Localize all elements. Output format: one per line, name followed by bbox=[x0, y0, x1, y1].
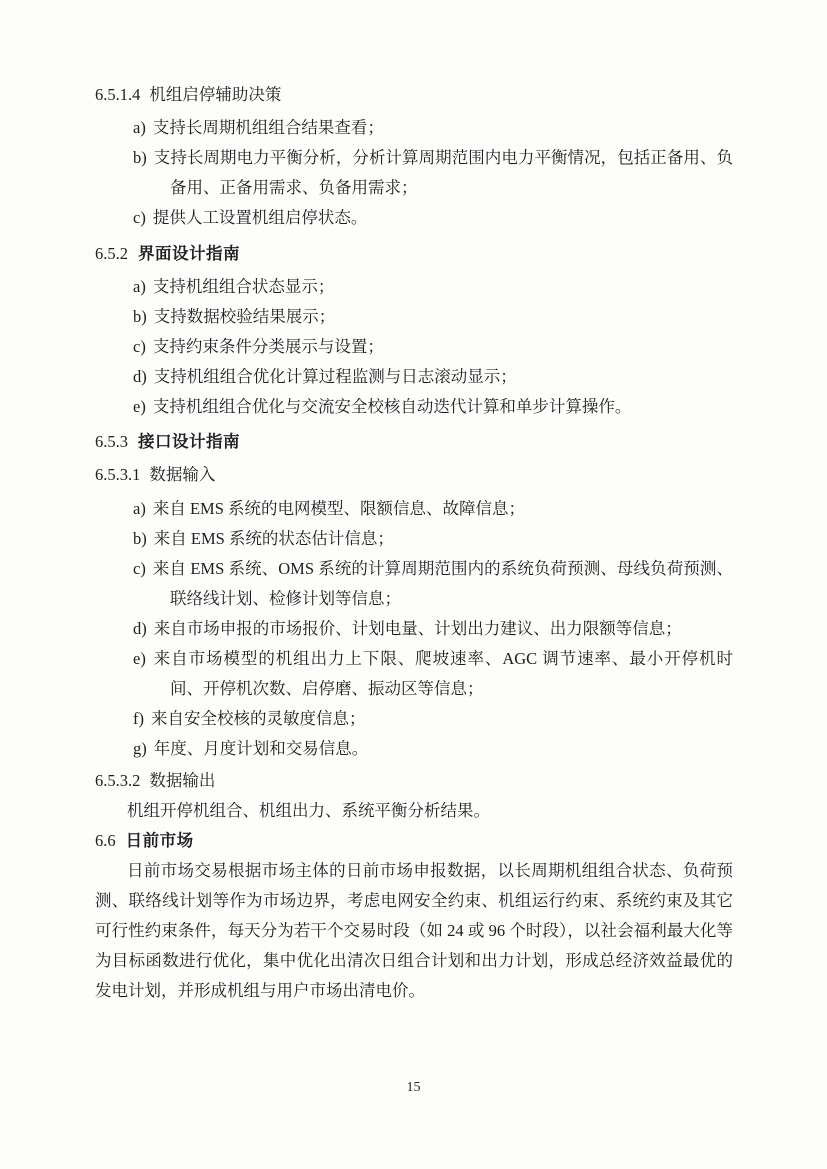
list-text: 来自市场模型的机组出力上下限、爬坡速率、AGC 调节速率、最小开停机时间、开停机次数、启停磨、振动区等信息； bbox=[152, 649, 733, 698]
heading-title: 数据输出 bbox=[149, 771, 216, 790]
list-marker: f) bbox=[133, 709, 144, 728]
list-text: 来自 EMS 系统的状态估计信息； bbox=[153, 529, 394, 548]
list-text: 提供人工设置机组启停状态。 bbox=[152, 208, 368, 227]
list-text: 来自 EMS 系统的电网模型、限额信息、故障信息； bbox=[152, 499, 526, 518]
list-item bbox=[95, 113, 733, 143]
list-text: 来自市场申报的市场报价、计划电量、计划出力建议、出力限额等信息； bbox=[153, 619, 682, 638]
list-text: 支持长周期机组组合结果查看； bbox=[152, 118, 384, 137]
list-6-5-2 bbox=[95, 272, 733, 422]
list-text: 来自 EMS 系统、OMS 系统的计算周期范围内的系统负荷预测、母线负荷预测、联络线计划、检修计划等信息； bbox=[152, 559, 733, 608]
list-marker: a) bbox=[133, 499, 146, 518]
heading-number: 6.5.3.2 bbox=[95, 771, 141, 790]
list-marker: d) bbox=[133, 619, 147, 638]
heading-6-5-2 bbox=[95, 239, 733, 269]
list-marker: b) bbox=[133, 148, 147, 167]
list-text: 支持机组组合优化与交流安全校核自动迭代计算和单步计算操作。 bbox=[152, 397, 632, 416]
list-marker: e) bbox=[133, 397, 146, 416]
heading-title: 机组启停辅助决策 bbox=[149, 85, 282, 104]
heading-number: 6.5.2 bbox=[95, 244, 128, 263]
list-text: 支持数据校验结果展示； bbox=[153, 307, 336, 326]
list-text: 来自安全校核的灵敏度信息； bbox=[151, 709, 366, 728]
heading-number: 6.5.3 bbox=[95, 432, 128, 451]
list-marker: c) bbox=[133, 208, 146, 227]
list-item bbox=[95, 203, 733, 233]
list-text: 支持机组组合状态显示； bbox=[152, 277, 335, 296]
list-6-5-1-4 bbox=[95, 113, 733, 233]
heading-number: 6.5.3.1 bbox=[95, 465, 141, 484]
heading-6-5-3 bbox=[95, 427, 733, 457]
list-marker: a) bbox=[133, 277, 146, 296]
list-marker: a) bbox=[133, 118, 146, 137]
list-marker: b) bbox=[133, 529, 147, 548]
list-item bbox=[95, 272, 733, 302]
list-marker: b) bbox=[133, 307, 147, 326]
list-item bbox=[95, 494, 733, 524]
list-item bbox=[95, 332, 733, 362]
list-item bbox=[95, 362, 733, 392]
list-6-5-3-1 bbox=[95, 494, 733, 764]
heading-title: 日前市场 bbox=[125, 832, 194, 850]
list-text: 支持约束条件分类展示与设置； bbox=[152, 337, 384, 356]
heading-6-5-3-1 bbox=[95, 460, 733, 490]
list-marker: c) bbox=[133, 559, 146, 578]
list-marker: e) bbox=[133, 649, 146, 668]
heading-title: 界面设计指南 bbox=[138, 245, 240, 263]
heading-title: 数据输入 bbox=[149, 465, 216, 484]
heading-6-5-1-4 bbox=[95, 80, 733, 110]
heading-title: 接口设计指南 bbox=[138, 433, 240, 451]
list-item bbox=[95, 644, 733, 704]
list-item bbox=[95, 392, 733, 422]
list-marker: c) bbox=[133, 337, 146, 356]
list-item bbox=[95, 524, 733, 554]
heading-6-5-3-2 bbox=[95, 766, 733, 796]
list-text: 支持长周期电力平衡分析，分析计算周期范围内电力平衡情况，包括正备用、负备用、正备用需求、负备用需求； bbox=[153, 148, 733, 197]
list-item bbox=[95, 143, 733, 203]
list-item bbox=[95, 704, 733, 734]
paragraph-day-ahead-market: 日前市场交易根据市场主体的日前市场申报数据，以长周期机组组合状态、负荷预测、联络线计划等作为市场边界，考虑电网安全约束、机组运行约束、系统约束及其它可行性约束条件，每天分为若干个交易时段（如 24 或 96 个时段），以社会福利最大化等为目标函数进行优化，集中优化出清次日组合计划和出力计划，形成总经济效益最优的发电计划，并形成机组与用户市场出清电价。 bbox=[95, 861, 733, 1000]
list-item bbox=[95, 302, 733, 332]
heading-number: 6.6 bbox=[95, 831, 116, 850]
heading-number: 6.5.1.4 bbox=[95, 85, 141, 104]
list-text: 年度、月度计划和交易信息。 bbox=[153, 739, 369, 758]
heading-6-6 bbox=[95, 826, 733, 856]
page-number: 15 bbox=[406, 1080, 421, 1095]
document-content bbox=[95, 80, 733, 1006]
list-item bbox=[95, 554, 733, 614]
list-marker: g) bbox=[133, 739, 147, 758]
list-text: 支持机组组合优化计算过程监测与日志滚动显示； bbox=[153, 367, 517, 386]
list-item bbox=[95, 734, 733, 764]
list-item bbox=[95, 614, 733, 644]
paragraph-data-output: 机组开停机组合、机组出力、系统平衡分析结果。 bbox=[127, 801, 490, 820]
list-marker: d) bbox=[133, 367, 147, 386]
